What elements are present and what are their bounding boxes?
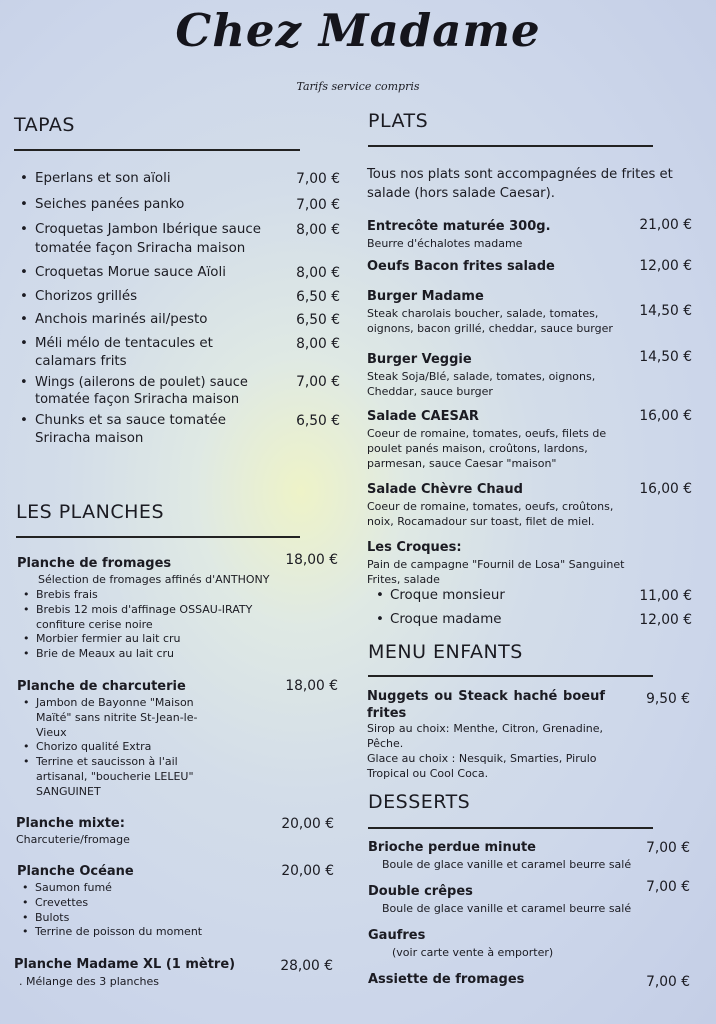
plat-price: 21,00 € — [639, 217, 692, 233]
planche-fromages-list — [18, 588, 280, 662]
plat-desc: Steak charolais boucher, salade, tomates, oignons, bacon grillé, cheddar, sauce burger — [367, 307, 613, 335]
item-price: 7,00 € — [296, 373, 340, 390]
list-item: • Morbier fermier au lait cru — [18, 632, 280, 647]
plat-price: 16,00 € — [639, 481, 692, 497]
list-item: • Brebis frais — [18, 588, 280, 603]
plat-desc: Steak Soja/Blé, salade, tomates, oignons, Cheddar, sauce burger — [367, 370, 596, 398]
enfants-glace: Glace au choix : Nesquik, Smarties, Pirulo Tropical ou Cool Coca. — [367, 752, 597, 780]
desserts-divider — [368, 827, 653, 829]
plat-desc: Coeur de romaine, tomates, oeufs, croûtons, noix, Rocamadour sur toast, filet de miel. — [367, 500, 614, 528]
plat-desc: Coeur de romaine, tomates, oeufs, filets de poulet panés maison, croûtons, lardons, parmesan, sauce Caesar "maison" — [367, 427, 607, 470]
enfants-divider — [368, 675, 653, 677]
item-name: Seiches panées panko — [35, 196, 185, 212]
tapas-list — [16, 170, 340, 449]
item-price: 8,00 € — [296, 335, 340, 352]
item-price: 7,00 € — [296, 171, 340, 187]
item-name: Chunks et sa sauce tomatée Sriracha maison — [35, 412, 226, 446]
dessert-title: Gaufres — [368, 928, 426, 943]
planche-mixte-title: Planche mixte: — [16, 816, 125, 831]
list-item — [368, 608, 692, 632]
dessert-desc: Boule de glace vanille et caramel beurre salé — [382, 902, 632, 915]
planche-mixte-price: 20,00 € — [281, 816, 334, 832]
planches-heading: LES PLANCHES — [16, 501, 164, 523]
dessert-title: Double crêpes — [368, 884, 473, 899]
item-name: Chorizos grillés — [35, 288, 138, 304]
item-name: Anchois marinés ail/pesto — [35, 312, 208, 327]
tapas-heading: TAPAS — [14, 114, 75, 136]
item-name: Croquetas Morue sauce Aïoli — [35, 265, 226, 280]
planche-xl-title: Planche Madame XL (1 mètre) — [14, 957, 236, 972]
item-name: Wings (ailerons de poulet) sauce tomatée façon Sriracha maison — [35, 374, 248, 407]
item-name: Croque monsieur — [390, 588, 505, 603]
dessert-title: Brioche perdue minute — [368, 840, 536, 855]
subtitle: Tarifs service compris — [296, 80, 420, 93]
list-item: • Bulots — [17, 911, 257, 926]
planche-fromages-price: 18,00 € — [285, 552, 338, 568]
item-price: 6,50 € — [296, 412, 340, 429]
list-item — [368, 584, 692, 608]
plat-title: Burger Madame — [367, 289, 484, 304]
item-price: 8,00 € — [296, 265, 340, 281]
dessert-price: 7,00 € — [646, 879, 690, 895]
desserts-heading: DESSERTS — [368, 791, 471, 813]
list-item — [16, 170, 340, 189]
item-name: Croquetas Jambon Ibérique sauce tomatée façon Sriracha maison — [35, 222, 261, 256]
list-item: • Terrine de poisson du moment — [17, 925, 257, 940]
item-price: 6,50 € — [296, 288, 340, 305]
enfants-title: Nuggets ou Steack haché boeuf frites — [367, 689, 605, 721]
item-price: 12,00 € — [639, 612, 692, 628]
list-item — [16, 412, 340, 449]
planche-xl-price: 28,00 € — [280, 958, 333, 974]
planche-charcuterie-title: Planche de charcuterie — [17, 679, 186, 694]
plats-divider — [368, 145, 653, 147]
enfants-price: 9,50 € — [646, 691, 690, 707]
item-name: Eperlans et son aïoli — [35, 171, 171, 186]
planche-charcuterie-price: 18,00 € — [285, 678, 338, 694]
list-item — [16, 335, 340, 372]
plats-intro: Tous nos plats sont accompagnées de frites et salade (hors salade Caesar). — [367, 167, 673, 201]
list-item — [16, 196, 340, 215]
plat-title: Burger Veggie — [367, 352, 472, 367]
planche-oceane-title: Planche Océane — [17, 864, 134, 879]
plat-title: Salade CAESAR — [367, 409, 479, 424]
planche-xl-desc: . Mélange des 3 planches — [19, 975, 160, 988]
planche-mixte-desc: Charcuterie/fromage — [16, 833, 130, 846]
croques-list — [368, 584, 692, 632]
plat-title: Entrecôte maturée 300g. — [367, 219, 551, 234]
plat-price: 14,50 € — [639, 349, 692, 365]
planche-oceane-list — [17, 881, 257, 940]
croques-desc: Pain de campagne "Fournil de Losa" Sanguinet Frites, salade — [367, 558, 625, 586]
item-name: Croque madame — [390, 612, 502, 627]
list-item: • Saumon fumé — [17, 881, 257, 896]
item-name: Méli mélo de tentacules et calamars frits — [35, 335, 213, 369]
list-item — [16, 221, 340, 258]
item-price: 6,50 € — [296, 312, 340, 328]
list-item: • Crevettes — [17, 896, 257, 911]
dessert-price: 7,00 € — [646, 840, 690, 856]
plat-price: 14,50 € — [639, 303, 692, 319]
plats-heading: PLATS — [368, 110, 429, 132]
dessert-desc: Boule de glace vanille et caramel beurre salé — [382, 858, 632, 871]
list-item — [16, 373, 340, 408]
list-item — [16, 264, 340, 283]
list-item: • Brie de Meaux au lait cru — [18, 647, 280, 662]
croques-title: Les Croques: — [367, 540, 462, 555]
plat-title: Oeufs Bacon frites salade — [367, 259, 555, 274]
plat-desc: Beurre d'échalotes madame — [367, 237, 523, 250]
planche-fromages-title: Planche de fromages — [17, 556, 172, 571]
list-item: • Terrine et saucisson à l'ail artisanal, "boucherie LELEU" SANGUINET — [18, 755, 218, 799]
list-item — [16, 311, 340, 330]
dessert-price: 7,00 € — [646, 974, 690, 990]
dessert-title: Assiette de fromages — [368, 972, 525, 987]
tapas-divider — [14, 149, 300, 151]
planche-fromages-intro: Sélection de fromages affinés d'ANTHONY — [38, 573, 270, 586]
enfants-sirop: Sirop au choix: Menthe, Citron, Grenadine, Pêche. — [367, 722, 603, 750]
planche-oceane-price: 20,00 € — [281, 863, 334, 879]
plat-title: Salade Chèvre Chaud — [367, 482, 523, 497]
list-item — [16, 288, 340, 307]
item-price: 8,00 € — [296, 222, 340, 238]
restaurant-title: Chez Madame — [175, 4, 541, 57]
planche-charcuterie-list — [18, 696, 218, 800]
item-price: 7,00 € — [296, 196, 340, 213]
list-item: • Brebis 12 mois d'affinage OSSAU-IRATY confiture cerise noire — [18, 603, 280, 633]
plat-price: 12,00 € — [639, 258, 692, 274]
enfants-heading: MENU ENFANTS — [368, 641, 523, 663]
list-item: • Jambon de Bayonne "Maison Maïté" sans nitrite St-Jean-le-Vieux — [18, 696, 218, 740]
dessert-desc: (voir carte vente à emporter) — [392, 946, 554, 959]
plat-price: 16,00 € — [639, 408, 692, 424]
list-item: • Chorizo qualité Extra — [18, 740, 218, 755]
item-price: 11,00 € — [639, 588, 692, 604]
planches-divider — [16, 536, 300, 538]
